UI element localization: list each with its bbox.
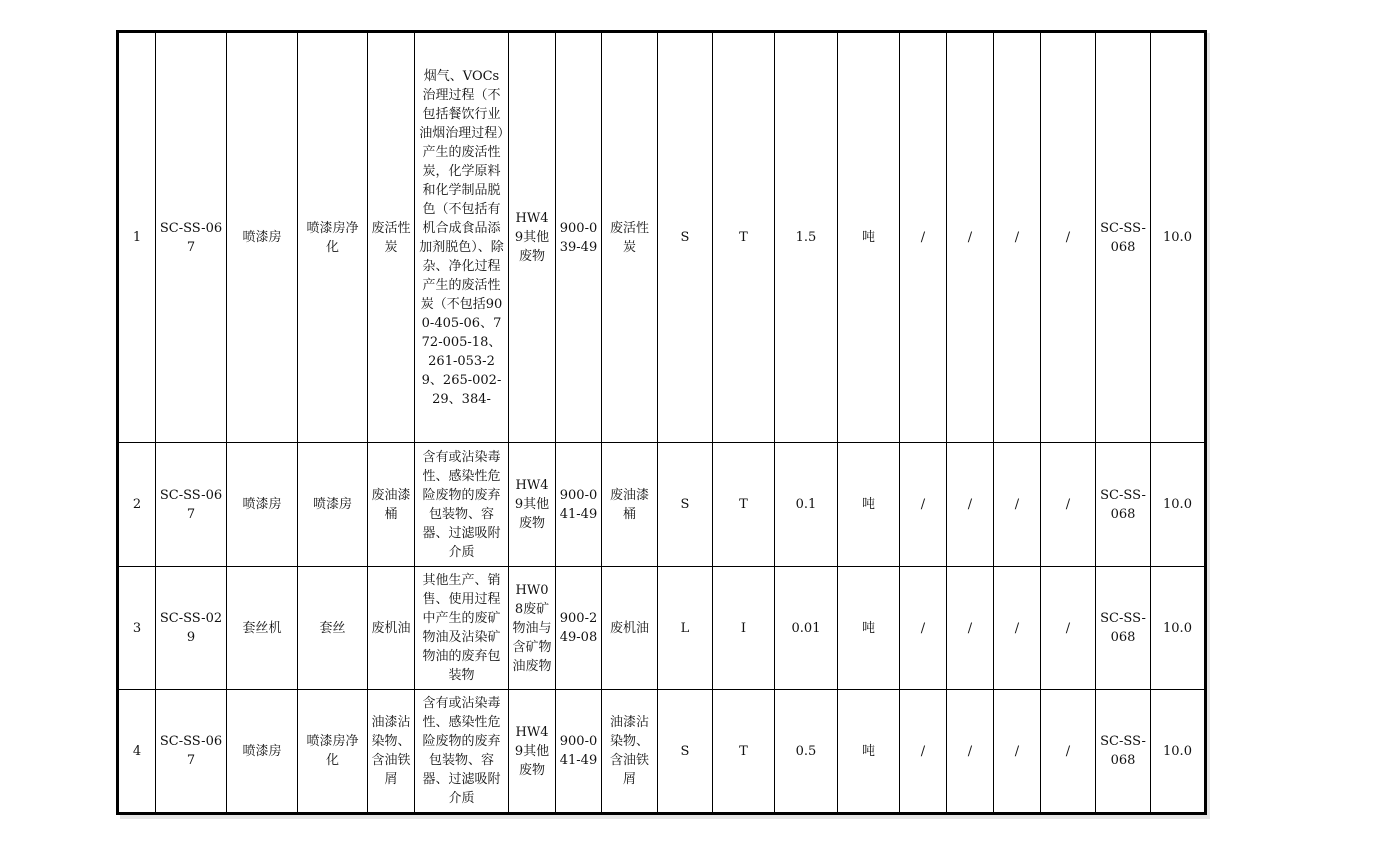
cell-hazard-property: T xyxy=(713,32,775,443)
cell-hazardous-waste-name: 油漆沾染物、含油铁屑 xyxy=(602,690,658,814)
cell-source-equipment: 套丝机 xyxy=(227,567,298,690)
cell-unit: 吨 xyxy=(838,32,900,443)
cell-waste-code: 900-039-49 xyxy=(556,32,602,443)
cell-physical-form: L xyxy=(658,567,713,690)
cell-source-code: SC-SS-067 xyxy=(156,443,227,567)
cell-waste-name: 废油漆桶 xyxy=(368,443,415,567)
cell-source-code: SC-SS-067 xyxy=(156,690,227,814)
cell-unit: 吨 xyxy=(838,443,900,567)
cell-hazardous-waste-name: 废油漆桶 xyxy=(602,443,658,567)
cell-source-equipment: 喷漆房 xyxy=(227,690,298,814)
cell-slash-1: / xyxy=(900,690,947,814)
cell-slash-2: / xyxy=(947,443,994,567)
cell-slash-1: / xyxy=(900,567,947,690)
cell-storage-capacity: 10.0 xyxy=(1151,443,1206,567)
cell-amount: 0.5 xyxy=(775,690,838,814)
cell-source-code: SC-SS-067 xyxy=(156,32,227,443)
cell-slash-3: / xyxy=(994,32,1041,443)
cell-process: 喷漆房净化 xyxy=(298,32,368,443)
cell-process: 喷漆房 xyxy=(298,443,368,567)
cell-index: 2 xyxy=(118,443,156,567)
cell-slash-1: / xyxy=(900,443,947,567)
cell-slash-1: / xyxy=(900,32,947,443)
description-text: 含有或沾染毒性、感染性危险废物的废弃包装物、容器、过滤吸附介质 xyxy=(422,696,501,806)
hazardous-waste-table xyxy=(116,30,1207,815)
cell-slash-4: / xyxy=(1041,443,1096,567)
cell-amount: 0.1 xyxy=(775,443,838,567)
cell-slash-2: / xyxy=(947,690,994,814)
cell-industry-source-description xyxy=(415,690,509,814)
cell-storage-facility-code: SC-SS-068 xyxy=(1096,567,1151,690)
hazardous-waste-table-sheet xyxy=(116,30,1207,815)
cell-slash-2: / xyxy=(947,32,994,443)
cell-physical-form: S xyxy=(658,690,713,814)
cell-slash-3: / xyxy=(994,567,1041,690)
cell-source-code: SC-SS-029 xyxy=(156,567,227,690)
cell-index: 4 xyxy=(118,690,156,814)
cell-index: 1 xyxy=(118,32,156,443)
cell-storage-facility-code: SC-SS-068 xyxy=(1096,32,1151,443)
cell-amount: 1.5 xyxy=(775,32,838,443)
cell-physical-form: S xyxy=(658,443,713,567)
cell-waste-category: HW49其他废物 xyxy=(509,690,556,814)
cell-waste-code: 900-249-08 xyxy=(556,567,602,690)
cell-storage-capacity: 10.0 xyxy=(1151,32,1206,443)
cell-slash-3: / xyxy=(994,443,1041,567)
cell-industry-source-description xyxy=(415,32,509,443)
cell-hazard-property: T xyxy=(713,443,775,567)
cell-slash-4: / xyxy=(1041,690,1096,814)
table-row xyxy=(118,443,1206,567)
table-shadow-bottom xyxy=(120,815,1210,819)
cell-waste-name: 废机油 xyxy=(368,567,415,690)
description-text: 其他生产、销售、使用过程中产生的废矿物油及沾染矿物油的废弃包装物 xyxy=(422,573,501,683)
cell-unit: 吨 xyxy=(838,690,900,814)
cell-storage-capacity: 10.0 xyxy=(1151,567,1206,690)
cell-waste-name: 油漆沾染物、含油铁屑 xyxy=(368,690,415,814)
cell-hazardous-waste-name: 废活性炭 xyxy=(602,32,658,443)
cell-hazard-property: I xyxy=(713,567,775,690)
cell-industry-source-description xyxy=(415,567,509,690)
cell-slash-3: / xyxy=(994,690,1041,814)
cell-slash-2: / xyxy=(947,567,994,690)
cell-amount: 0.01 xyxy=(775,567,838,690)
cell-waste-category xyxy=(509,567,556,690)
cell-storage-capacity: 10.0 xyxy=(1151,690,1206,814)
cell-slash-4: / xyxy=(1041,32,1096,443)
cell-index: 3 xyxy=(118,567,156,690)
description-text: 含有或沾染毒性、感染性危险废物的废弃包装物、容器、过滤吸附介质 xyxy=(422,449,501,560)
cell-source-equipment: 喷漆房 xyxy=(227,443,298,567)
cell-process: 喷漆房净化 xyxy=(298,690,368,814)
cell-storage-facility-code: SC-SS-068 xyxy=(1096,690,1151,814)
cell-industry-source-description xyxy=(415,443,509,567)
table-row xyxy=(118,32,1206,443)
table-row xyxy=(118,690,1206,814)
cell-waste-category: HW49其他废物 xyxy=(509,32,556,443)
table-row xyxy=(118,567,1206,690)
category-text: HW08废矿物油与含矿物油废物 xyxy=(512,582,552,674)
cell-storage-facility-code: SC-SS-068 xyxy=(1096,443,1151,567)
cell-physical-form: S xyxy=(658,32,713,443)
cell-slash-4: / xyxy=(1041,567,1096,690)
cell-waste-category: HW49其他废物 xyxy=(509,443,556,567)
description-text: 烟气、VOCs治理过程（不包括餐饮行业油烟治理过程）产生的废活性炭，化学原料和化学制品脱色（不包括有机合成食品添加剂脱色）、除杂、净化过程产生的废活性炭（不包括900-405-06、772-005-18、261-053-29、265-002-29、384- xyxy=(419,68,504,407)
cell-source-equipment: 喷漆房 xyxy=(227,32,298,443)
cell-waste-name: 废活性炭 xyxy=(368,32,415,443)
cell-process: 套丝 xyxy=(298,567,368,690)
cell-hazardous-waste-name: 废机油 xyxy=(602,567,658,690)
cell-waste-code: 900-041-49 xyxy=(556,443,602,567)
cell-waste-code: 900-041-49 xyxy=(556,690,602,814)
cell-hazard-property: T xyxy=(713,690,775,814)
cell-unit: 吨 xyxy=(838,567,900,690)
